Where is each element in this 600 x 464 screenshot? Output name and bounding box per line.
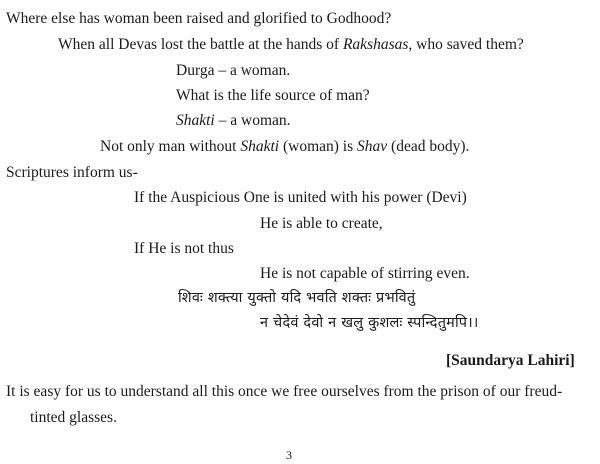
text-line [100,138,469,156]
italic-term: Rakshasas [342,36,409,53]
page-number: 3 [286,448,292,462]
source-citation: [Saundarya Lahiri] [446,352,575,369]
italic-term: Shakti [176,112,215,129]
sanskrit-verse-line: न चेदेवं देवो न खलु कुशलः स्पन्दितुमपि।। [260,315,479,331]
text-span: (woman) is [279,138,358,155]
text-span: – a woman. [214,112,291,129]
text-line [176,112,291,130]
sanskrit-verse-line: शिवः शक्त्या युक्तो यदि भवति शक्तः प्रभवितुं [178,290,416,306]
italic-term: Shakti [240,138,280,155]
italic-term: Shav [357,138,388,155]
text-span: When all Devas lost the battle at the hands of [58,36,343,53]
text-line: He is not capable of stirring even. [260,265,470,282]
text-span: , who saved them? [408,36,524,53]
text-line: Durga – a woman. [176,62,291,79]
text-line: It is easy for us to understand all this once we free ourselves from the prison of our freud- [6,383,563,400]
text-span: Not only man without [100,138,241,155]
text-line: tinted glasses. [30,409,117,426]
text-line: He is able to create, [260,215,383,232]
text-line: If He is not thus [134,240,234,257]
text-span: (dead body). [387,138,470,155]
text-line: What is the life source of man? [176,87,370,104]
text-line: Scriptures inform us- [6,164,138,181]
text-line: Where else has woman been raised and glorified to Godhood? [6,10,392,27]
text-line: If the Auspicious One is united with his power (Devi) [134,189,467,206]
text-line [58,36,524,54]
